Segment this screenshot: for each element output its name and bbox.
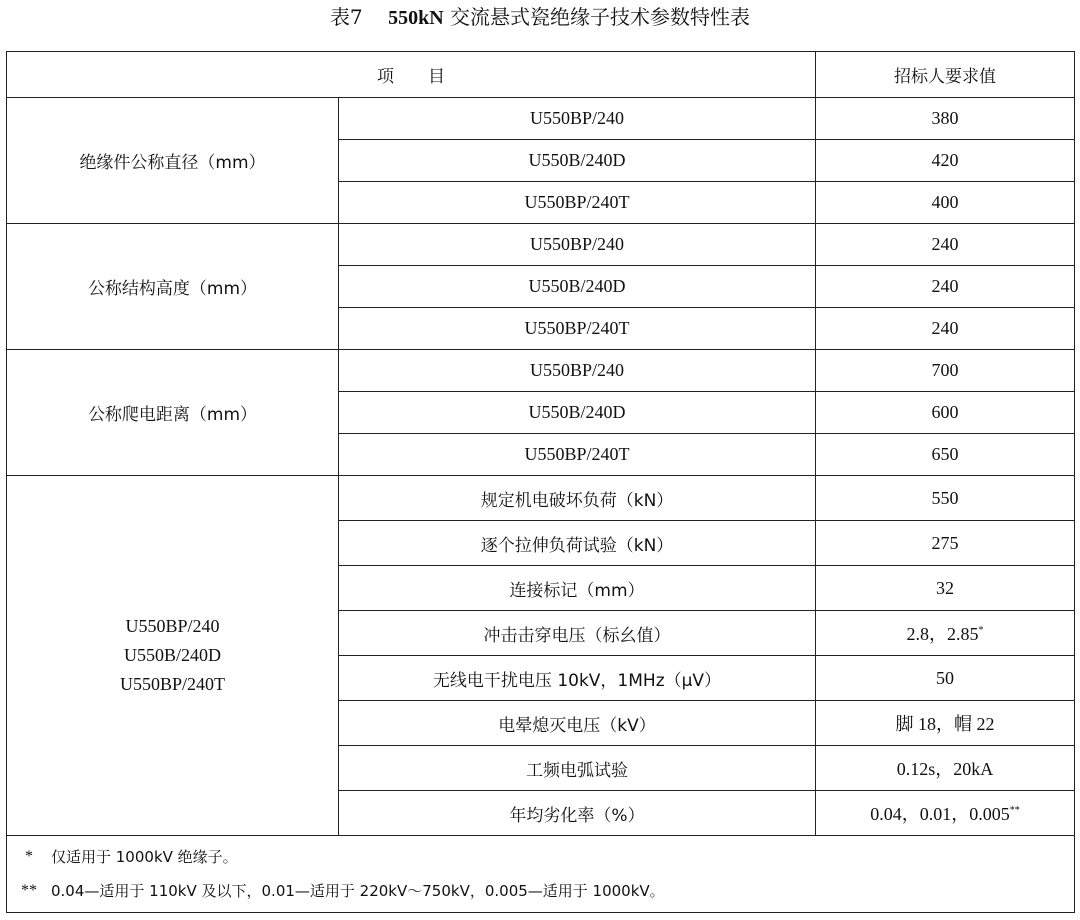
model-cell: U550BP/240	[339, 98, 816, 140]
footnote-marker: *	[978, 625, 984, 636]
value-cell	[816, 746, 1075, 791]
value-cell: 400	[816, 182, 1075, 224]
value-cell: 240	[816, 224, 1075, 266]
table-row	[7, 476, 1075, 521]
value-text: 32	[936, 577, 954, 598]
value-text: 50	[936, 667, 954, 688]
header-row	[7, 52, 1075, 98]
value-text: 脚 18，帽 22	[895, 714, 995, 734]
value-text: 550	[931, 487, 959, 508]
value-cell	[816, 521, 1075, 566]
param-cell: 规定机电破坏负荷（kN）	[339, 476, 816, 521]
notes-cell	[7, 836, 1075, 913]
table-row	[7, 98, 1075, 140]
group-label: 公称爬电距离（mm）	[7, 350, 339, 476]
value-cell: 240	[816, 308, 1075, 350]
model-cell: U550BP/240	[339, 224, 816, 266]
footnote-marker: **	[1009, 805, 1020, 816]
param-cell: 电晕熄灭电压（kV）	[339, 701, 816, 746]
param-cell: 无线电干扰电压 10kV，1MHz（μV）	[339, 656, 816, 701]
value-text: 2.8，2.85	[906, 624, 979, 644]
model-cell: U550B/240D	[339, 266, 816, 308]
footnote-mark: **	[21, 882, 37, 899]
table-model: 550kN	[388, 7, 444, 29]
model-name: U550B/240D	[123, 645, 221, 665]
param-cell: 年均劣化率（%）	[339, 791, 816, 836]
table-row	[7, 350, 1075, 392]
model-name: U550BP/240	[125, 616, 220, 636]
value-text: 275	[931, 532, 959, 553]
value-text: 0.12s，20kA	[896, 759, 994, 779]
value-cell	[816, 656, 1075, 701]
value-text: 0.04，0.01，0.005	[870, 804, 1010, 824]
model-name: U550BP/240T	[119, 674, 225, 694]
table-row	[7, 224, 1075, 266]
table-number: 表7	[329, 5, 363, 29]
value-cell: 600	[816, 392, 1075, 434]
value-cell	[816, 701, 1075, 746]
header-item: 项 目	[7, 52, 816, 98]
param-cell: 连接标记（mm）	[339, 566, 816, 611]
model-cell: U550BP/240T	[339, 182, 816, 224]
table-title	[0, 4, 1080, 31]
param-cell: 工频电弧试验	[339, 746, 816, 791]
spec-table-body	[7, 52, 1075, 913]
footnote-mark: *	[25, 848, 33, 865]
footnote	[7, 840, 1074, 874]
group-label: 绝缘件公称直径（mm）	[7, 98, 339, 224]
value-cell: 380	[816, 98, 1075, 140]
table-title-text: 交流悬式瓷绝缘子技术参数特性表	[450, 5, 751, 29]
model-cell: U550BP/240T	[339, 308, 816, 350]
value-cell: 650	[816, 434, 1075, 476]
notes-row	[7, 836, 1075, 913]
footnote-text: 仅适用于 1000kV 绝缘子。	[51, 848, 238, 866]
model-cell: U550B/240D	[339, 140, 816, 182]
model-cell: U550BP/240T	[339, 434, 816, 476]
footnote	[7, 874, 1074, 908]
group-label: 公称结构高度（mm）	[7, 224, 339, 350]
model-cell: U550B/240D	[339, 392, 816, 434]
param-cell: 逐个拉伸负荷试验（kN）	[339, 521, 816, 566]
model-cell: U550BP/240	[339, 350, 816, 392]
spec-table	[6, 51, 1075, 913]
common-models-cell	[7, 476, 339, 836]
footnote-text: 0.04—适用于 110kV 及以下，0.01—适用于 220kV～750kV，0.005—适用于 1000kV。	[51, 882, 665, 900]
value-cell	[816, 791, 1075, 836]
value-cell	[816, 566, 1075, 611]
value-cell	[816, 476, 1075, 521]
value-cell: 420	[816, 140, 1075, 182]
value-cell: 700	[816, 350, 1075, 392]
header-requirement: 招标人要求值	[816, 52, 1075, 98]
param-cell: 冲击击穿电压（标幺值）	[339, 611, 816, 656]
value-cell: 240	[816, 266, 1075, 308]
value-cell	[816, 611, 1075, 656]
